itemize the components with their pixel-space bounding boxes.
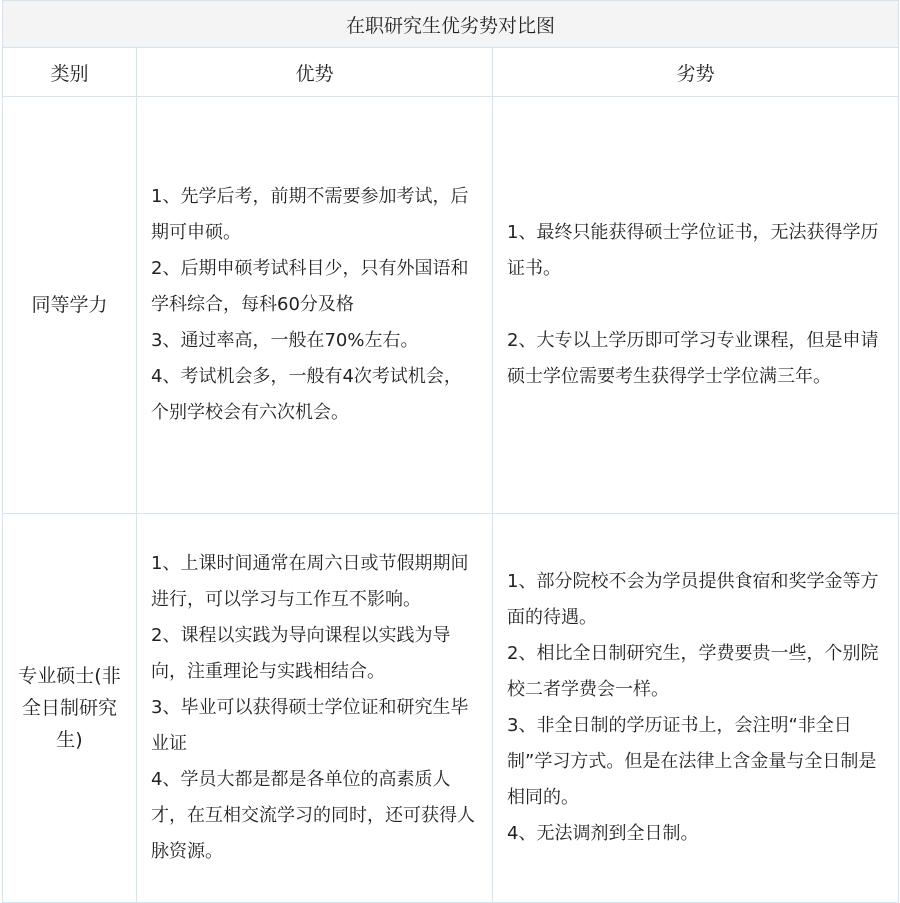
comparison-table (2, 0, 899, 903)
header-category: 类别 (3, 48, 137, 97)
advantage-item: 4、学员大都是都是各单位的高素质人才，在互相交流学习的同时，还可获得人脉资源。 (151, 769, 475, 862)
advantages-cell (137, 514, 493, 903)
advantages-cell (137, 97, 493, 514)
disadvantage-item: 1、部分院校不会为学员提供食宿和奖学金等方面的待遇。 (507, 571, 879, 628)
table-title-row (3, 1, 899, 48)
row-category: 同等学力 (3, 97, 137, 514)
advantage-item: 4、考试机会多，一般有4次考试机会，个别学校会有六次机会。 (151, 366, 462, 423)
table-header-row (3, 48, 899, 97)
table-row (3, 97, 899, 514)
disadvantage-item: 3、非全日制的学历证书上，会注明“非全日制”学习方式。但是在法律上含金量与全日制是相同的。 (507, 715, 877, 808)
disadvantage-item: 4、无法调剂到全日制。 (507, 823, 699, 844)
table-title: 在职研究生优劣势对比图 (3, 1, 899, 48)
advantage-item: 3、通过率高，一般在70%左右。 (151, 330, 419, 351)
advantage-item: 2、后期申硕考试科目少，只有外国语和学科综合，每科60分及格 (151, 258, 469, 315)
disadvantages-cell (493, 514, 899, 903)
advantage-item: 3、毕业可以获得硕士学位证和研究生毕业证 (151, 697, 469, 754)
disadvantage-item: 2、相比全日制研究生，学费要贵一些，个别院校二者学费会一样。 (507, 643, 879, 700)
header-advantages: 优势 (137, 48, 493, 97)
disadvantages-cell (493, 97, 899, 514)
header-disadvantages: 劣势 (493, 48, 899, 97)
disadvantage-item: 2、大专以上学历即可学习专业课程，但是申请硕士学位需要考生获得学士学位满三年。 (507, 330, 879, 387)
disadvantage-item: 1、最终只能获得硕士学位证书，无法获得学历证书。 (507, 222, 879, 279)
advantage-item: 2、课程以实践为导向课程以实践为导向，注重理论与实践相结合。 (151, 625, 451, 682)
spacer (507, 287, 884, 323)
advantage-item: 1、上课时间通常在周六日或节假期期间进行，可以学习与工作互不影响。 (151, 553, 469, 610)
table-row (3, 514, 899, 903)
row-category: 专业硕士(非全日制研究生) (3, 514, 137, 903)
advantage-item: 1、先学后考，前期不需要参加考试，后期可申硕。 (151, 186, 469, 243)
